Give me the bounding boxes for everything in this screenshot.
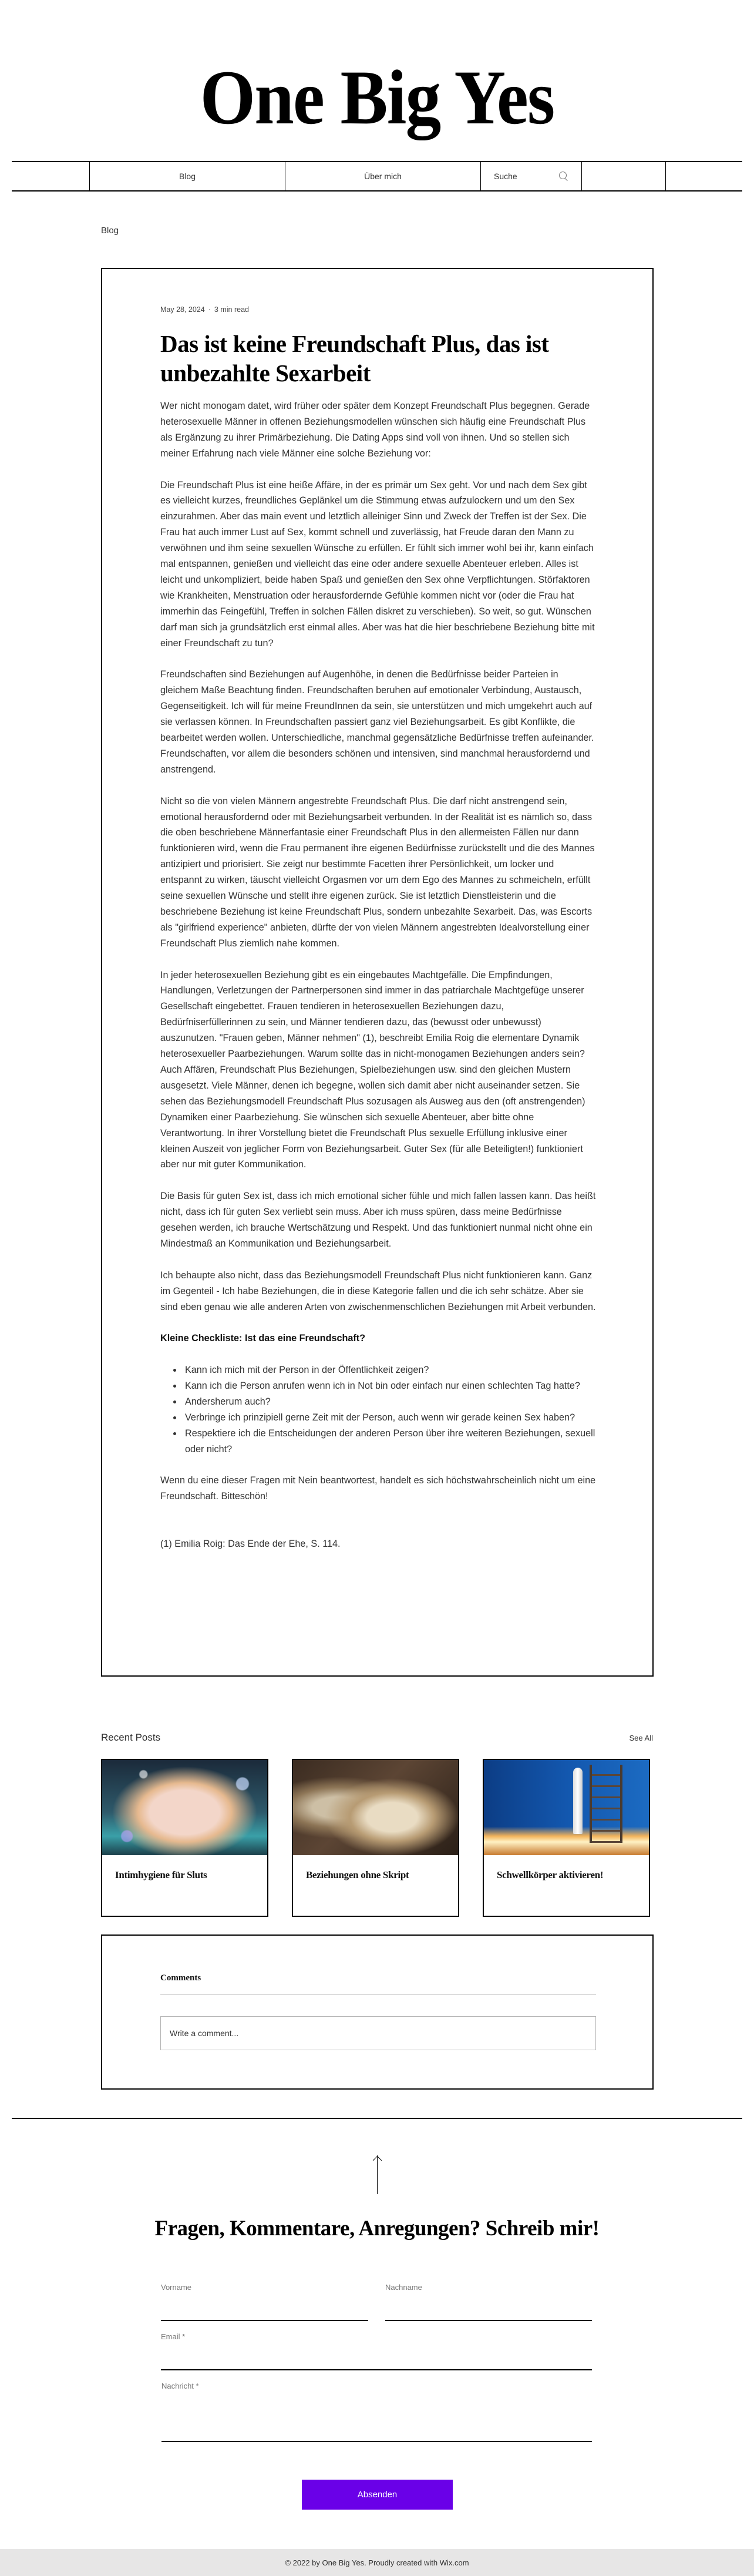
submit-button[interactable]: Absenden [302,2480,453,2510]
site-footer [0,2549,754,2576]
checklist-heading: Kleine Checkliste: Ist das eine Freundschaft? [160,1333,366,1344]
vintage-wedding-photos-image[interactable] [293,1760,458,1855]
read-time: 3 min read [214,305,249,314]
checklist-item: • Verbringe ich prinzipiell gerne Zeit mit der Person, auch wenn wir gerade keinen Sex haben? [183,1410,596,1426]
post-body [160,398,596,1552]
checklist [183,1362,596,1457]
recent-posts-title: Recent Posts [101,1732,161,1743]
email-field[interactable] [161,2332,592,2370]
paragraph: Freundschaften sind Beziehungen auf Augenhöhe, in denen die Bedürfnisse beider Parteien in gleichem Maße Beachtung finden. Freundschaften beruhen auf emotionaler Verbindung, Austausch, Gegenseitigkeit. Ich will für meine FreundInnen da sein, sie unterstützen und mich umgekehrt auch auf sie verlassen können. In Freundschaften passiert ganz viel Beziehungsarbeit. Es gibt Konflikte, die bearbeitet werden wollen. Unterschiedliche, manchmal gegensätzliche Bedürfnisse treffen aufeinander. Freundschaften, vor allem die besonders schönen und intensiven, sind manchmal herausfordernd und anstrengend. [160,669,594,775]
footnote: (1) Emilia Roig: Das Ende der Ehe, S. 114. [160,1539,341,1550]
recent-posts-header [101,1732,653,1744]
footer-text: © 2022 by One Big Yes. Proudly created with Wix.com [285,2558,469,2567]
nav-item-blog[interactable]: Blog [89,162,285,190]
last-name-input[interactable] [385,2309,592,2319]
main-nav [12,161,742,192]
paragraph: Nicht so die von vielen Männern angestrebte Freundschaft Plus. Die darf nicht anstrengend sein, emotional herausfordernd oder mit Beziehungsarbeit verbunden. In der Realität ist es nämlich so, dass die oben beschriebene Männerfantasie einer Freundschaft Plus in den allermeisten Fällen nur dann funktionieren wird, wenn die Frau permanent ihre eigenen Bedürfnisse zurückstellt und die des Mannes antizipiert und priorisiert. Sie zeigt nur bestimmte Facetten ihrer Persönlichkeit, um locker und entspannt zu wirken, täuscht vielleicht Orgasmen vor um dem Ego des Mannes zu schmeicheln, erfüllt seine sexuellen Wünsche und stellt ihre eigenen zurück. Sie ist letztlich Dienstleisterin und die beschriebene Beziehung ist keine Freundschaft Plus, sondern unbezahlte Sexarbeit. Das, was Escorts als "girlfriend experience" anbieten, dürfte der von vielen Männern angestrebten Idealvorstellung einer Freundschaft Plus ziemlich nahe kommen. [160,795,595,949]
nav-item-about[interactable]: Über mich [285,162,480,190]
search-placeholder: Suche [494,172,517,181]
message-field[interactable] [161,2382,592,2442]
checklist-item: • Kann ich mich mit der Person in der Öffentlichkeit zeigen? [183,1362,596,1378]
spacer [160,1520,596,1536]
soap-bubbles-image[interactable] [102,1760,267,1855]
post-meta [160,305,596,314]
first-name-input[interactable] [161,2309,368,2319]
last-name-field[interactable] [385,2283,592,2321]
recent-post-title[interactable]: Schwellkörper aktivieren! [497,1869,604,1880]
recent-post-card[interactable] [101,1759,268,1917]
email-label: Email * [161,2332,186,2341]
back-to-top-button[interactable] [371,2154,385,2194]
checklist-item: • Kann ich die Person anrufen wenn ich in Not bin oder einfach nur einen schlechten Tag hatte? [183,1378,596,1394]
nav-empty-cell [581,162,665,190]
message-label: Nachricht * [161,2382,199,2390]
search-icon[interactable] [559,172,568,181]
breadcrumb-blog[interactable]: Blog [101,226,119,236]
paragraph: Die Basis für guten Sex ist, dass ich mich emotional sicher fühle und mich fallen lassen kann. Das heißt nicht, dass ich für guten Sex verliebt sein muss. Aber ich muss spüren, dass meine Bedürfnisse gesehen werden, ich brauche Wertschätzung und Respekt. Und das funktioniert nunmal nicht ohne ein Mindestmaß an Kommunikation und Beziehungsarbeit. [160,1191,596,1249]
site-title[interactable]: One Big Yes [200,54,554,140]
recent-post-card[interactable] [292,1759,459,1917]
paragraph: Wer nicht monogam datet, wird früher oder später dem Konzept Freundschaft Plus begegnen. Gerade heterosexuelle Männer in offenen Beziehungsmodellen wünschen sich häufig eine Freundschaft Plus als Ergänzung zu ihrer Primärbeziehung. Die Dating Apps sind voll von ihnen. Und so stellen sich meiner Erfahrung nach viele Männer eine solche Beziehung vor: [160,401,590,459]
first-name-field[interactable] [161,2283,368,2321]
search-box[interactable] [480,162,581,190]
article-card [101,268,654,1677]
nav-empty-cell [665,162,742,190]
message-input[interactable] [161,2404,592,2440]
first-name-label: Vorname [161,2283,192,2292]
post-title: Das ist keine Freundschaft Plus, das ist unbezahlte Sexarbeit [160,330,549,387]
arrow-up-icon-head [373,2156,382,2165]
recent-post-title[interactable]: Intimhygiene für Sluts [115,1869,207,1880]
post-date: May 28, 2024 [160,305,205,314]
email-input[interactable] [161,2359,592,2368]
paragraph: Ich behaupte also nicht, dass das Beziehungsmodell Freundschaft Plus nicht funktionieren kann. Ganz im Gegenteil - Ich habe Beziehungen, die in diese Kategorie fallen und die ich sehr schätze. Aber sie sind eben genau wie alle anderen Arten von zwischenmenschlichen Beziehungen mit Arbeit verbunden. [160,1269,596,1312]
meta-separator: · [208,305,211,314]
checklist-item: • Andersherum auch? [183,1394,596,1410]
see-all-link[interactable]: See All [629,1734,653,1742]
comments-title: Comments [160,1973,201,1983]
divider [12,2118,742,2119]
rocket-launch-image[interactable] [484,1760,649,1855]
paragraph: In jeder heterosexuellen Beziehung gibt es ein eingebautes Machtgefälle. Die Empfindungen, Handlungen, Verletzungen der Partnerpersonen sind immer in das patriarchale Machtgefüge unserer Gesellschaft eingebettet. Frauen tendieren in heterosexuellen Beziehungen dazu, Bedürfniserfüllerinnen zu sein, und Männer tendieren dazu, das (bewusst oder unbewusst) auszunutzen. "Frauen geben, Männer nehmen" (1), beschreibt Emilia Roig die elementare Dynamik heterosexueller Paarbeziehungen. Warum sollte das in nicht-monogamen Beziehungen anders sein? Auch Affären, Freundschaft Plus Beziehungen, Spielbeziehungen usw. sind den gleichen Mustern ausgesetzt. Viele Männer, denen ich begegne, wollen sich damit aber nicht auseinander setzen. Sie sehen das Beziehungsmodell Freundschaft Plus sozusagen als Ausweg aus den (oft anstrengenden) Dynamiken einer Paarbeziehung. Sie wünschen sich sexuelle Abenteuer, aber bitte ohne Verantwortung. In ihrer Vorstellung bietet die Freundschaft Plus sexuelle Erfüllung inklusive einer kleinen Auszeit von jeglicher Form von Beziehungsarbeit. Guter Sex (für alle Beteiligten!) funktioniert aber nur mit guter Kommunikation. [160,969,585,1170]
comments-section [101,1934,654,2090]
comment-input[interactable] [160,2016,596,2050]
divider [160,1994,596,1995]
conclusion: Wenn du eine dieser Fragen mit Nein beantwortest, handelt es sich höchstwahrscheinlich nicht um eine Freundschaft. Bitteschön! [160,1475,596,1502]
contact-heading: Fragen, Kommentare, Anregungen? Schreib mir! [154,2216,600,2241]
recent-post-card[interactable] [483,1759,650,1917]
recent-post-title[interactable]: Beziehungen ohne Skript [306,1869,409,1880]
paragraph: Die Freundschaft Plus ist eine heiße Affäre, in der es primär um Sex geht. Vor und nach dem Sex gibt es vielleicht kurzes, freundliches Geplänkel um die Stimmung etwas aufzulockern und um den Sex einzurahmen. Aber das main event und letztlich alleiniger Sinn und Zweck der Treffen ist der Sex. Die Frau hat auch immer Lust auf Sex, kommt schnell und zuverlässig, hat Freude daran den Mann zu verwöhnen und ihm seine sexuellen Wünsche zu erfüllen. Er fühlt sich immer wohl bei ihr, kann einfach mal entspannen, genießen und vielleicht das eine oder andere sexuelle Abenteuer erleben. Alles ist leicht und unkompliziert, beide haben Spaß und genießen den Sex ohne Verpflichtungen. Störfaktoren wie Krankheiten, Menstruation oder herausfordernde Gefühle kommen nicht vor (oder die Frau hat immerhin das Feingefühl, Treffen in solchen Fällen diskret zu verschieben). So weit, so gut. Wünschen darf man sich ja grundsätzlich erst einmal alles. Aber was hat die hier beschriebene Beziehung bitte mit einer Freundschaft zu tun? [160,479,595,649]
last-name-label: Nachname [385,2283,422,2292]
checklist-item: • Respektiere ich die Entscheidungen der anderen Person über ihre weiteren Beziehungen, sexuell oder nicht? [183,1426,596,1457]
